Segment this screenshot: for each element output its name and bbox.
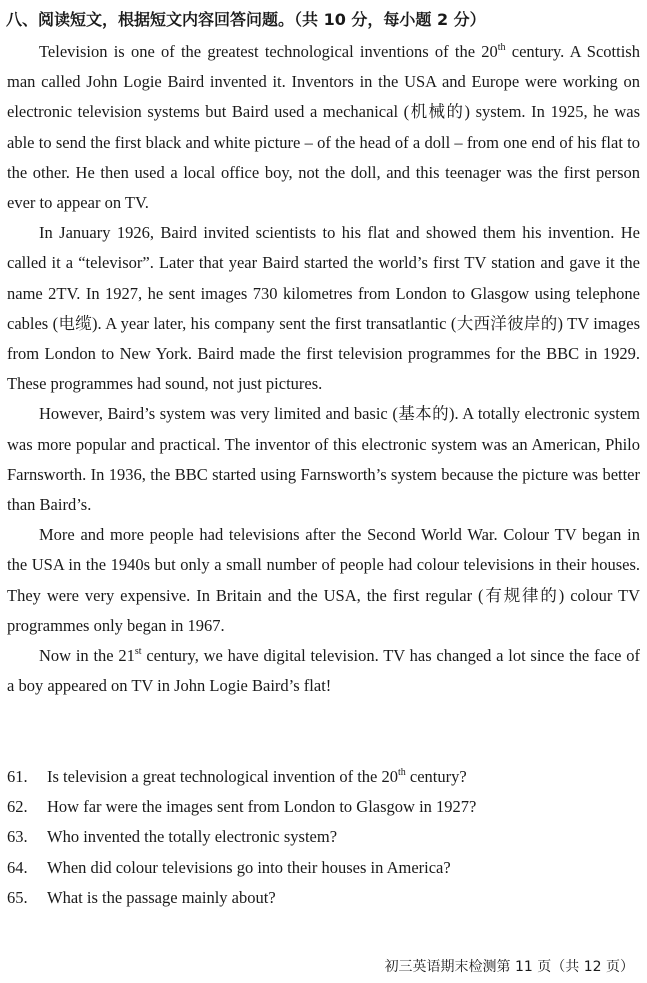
passage-paragraph-4: More and more people had televisions after the Second World War. Colour TV began in the USA in the 1940s but only a small number of people had colour televisions in their houses. They were very expensive. In Britain and the USA, the first regular (有规律的) colour TV programmes only began in 1967. xyxy=(7,525,640,635)
reading-passage xyxy=(7,37,640,701)
question-number: 62. xyxy=(7,797,28,817)
question-text: What is the passage mainly about? xyxy=(47,887,276,907)
question-number: 63. xyxy=(7,827,28,847)
passage-paragraph-5: Now in the 21st century, we have digital television. TV has changed a lot since the face of a boy appeared on TV in John Logie Baird’s flat! xyxy=(7,646,640,696)
section-heading: 八、阅读短文，根据短文内容回答问题。（共 10 分，每小题 2 分） xyxy=(6,10,486,29)
question-text: Is television a great technological invention of the 20th century? xyxy=(47,767,467,786)
question-text: When did colour televisions go into their houses in America? xyxy=(47,857,451,877)
question-number: 65. xyxy=(7,887,28,907)
passage-paragraph-3: However, Baird’s system was very limited and basic (基本的). A totally electronic system was more popular and practical. The inventor of this electronic system was an American, Philo Farnsworth. In 1936, the BBC started using Farnsworth’s system because the picture was better than Baird’s. xyxy=(7,404,640,515)
question-61 xyxy=(7,762,640,792)
question-text: Who invented the totally electronic system? xyxy=(47,827,338,847)
question-62 xyxy=(7,792,640,822)
question-number: 61. xyxy=(7,767,28,786)
question-list xyxy=(7,762,640,913)
passage-paragraph-2: In January 1926, Baird invited scientists to his flat and showed them his invention. He called it a “televisor”. Later that year Baird started the world’s first TV station and gave it the name 2TV. In 1927, he sent images 730 kilometres from London to Glasgow using telephone cables (电缆). A year later, his company sent the first transatlantic (大西洋彼岸的) TV images from London to New York. Baird made the first television programmes for the BBC in 1929. These programmes had sound, not just pictures. xyxy=(7,223,640,394)
passage-paragraph-1: Television is one of the greatest technological inventions of the 20th century. A Scottish man called John Logie Baird invented it. Inventors in the USA and Europe were working on electronic television systems but Baird used a mechanical (机械的) system. In 1925, he was able to send the first black and white picture – of the head of a doll – from one end of his flat to the other. He then used a local office boy, not the doll, and this teenager was the first person ever to appear on TV. xyxy=(7,42,640,213)
question-64 xyxy=(7,853,640,883)
page-footer: 初三英语期末检测第 11 页（共 12 页） xyxy=(384,959,634,975)
question-63 xyxy=(7,822,640,852)
question-text: How far were the images sent from London to Glasgow in 1927? xyxy=(47,797,477,817)
question-number: 64. xyxy=(7,857,28,877)
question-65 xyxy=(7,883,640,913)
